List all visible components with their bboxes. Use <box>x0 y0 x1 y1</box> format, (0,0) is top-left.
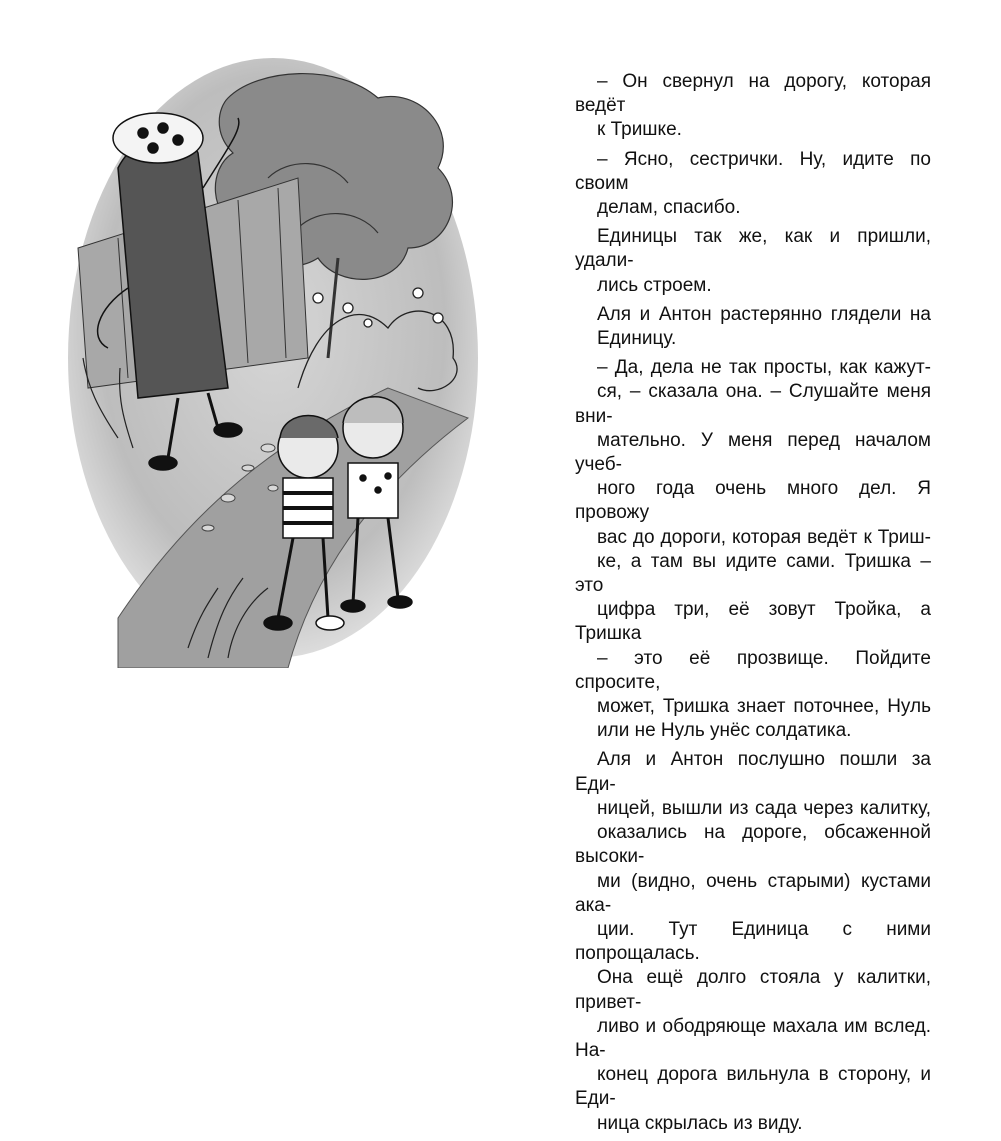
text-line: Единицы так же, как и пришли, удали- <box>575 226 931 272</box>
text-line: мательно. У меня перед началом учеб- <box>575 429 931 476</box>
text-line: ного года очень много дел. Я провожу <box>575 478 931 524</box>
text-line: – Да, дела не так просты, как кажут- <box>597 357 931 379</box>
paragraph <box>575 748 931 1135</box>
text-line: Аля и Антон послушно пошли за Еди- <box>575 749 931 795</box>
text-line: конец дорога вильнула в сторону, и Еди- <box>575 1064 931 1110</box>
book-illustration <box>58 58 488 668</box>
text-line: ницей, вышли из сада через калитку, <box>597 797 931 819</box>
text-line: ке, а там вы идите сами. Тришка – это <box>575 550 931 597</box>
text-line: ливо и ободряюще махала им вслед. На- <box>575 1015 931 1061</box>
text-line: ся, – сказала она. – Слушайте меня вни- <box>575 381 931 427</box>
text-line: – Он свернул на дорогу, которая ведёт <box>575 71 931 117</box>
illustration-drawing <box>58 58 488 668</box>
text-line: Аля и Антон растерянно глядели на <box>597 303 931 325</box>
paragraph <box>575 303 931 351</box>
text-line: делам, спасибо. <box>597 197 741 219</box>
paragraph <box>575 356 931 743</box>
text-line: лись строем. <box>597 274 712 296</box>
text-line: к Тришке. <box>597 119 682 141</box>
text-column <box>575 70 931 1141</box>
text-line: вас до дороги, которая ведёт к Триш- <box>597 526 931 548</box>
paragraph <box>575 225 931 298</box>
text-line: цифра три, её зовут Тройка, а Тришка <box>575 599 931 645</box>
paragraph <box>575 148 931 221</box>
text-line: или не Нуль унёс солдатика. <box>597 720 852 742</box>
text-line: Она ещё долго стояла у калитки, привет- <box>575 967 931 1013</box>
text-line: ми (видно, очень старыми) кустами ака- <box>575 870 931 916</box>
text-line: – это её прозвище. Пойдите спросите, <box>575 647 931 693</box>
text-line: оказались на дороге, обсаженной высоки- <box>575 822 931 868</box>
text-line: ница скрылась из виду. <box>597 1112 803 1134</box>
text-line: ции. Тут Единица с ними попрощалась. <box>575 918 931 965</box>
text-line: может, Тришка знает поточнее, Нуль <box>597 696 931 718</box>
text-line: – Ясно, сестрички. Ну, идите по своим <box>575 148 931 194</box>
paragraph <box>575 70 931 143</box>
text-line: Единицу. <box>597 328 677 350</box>
